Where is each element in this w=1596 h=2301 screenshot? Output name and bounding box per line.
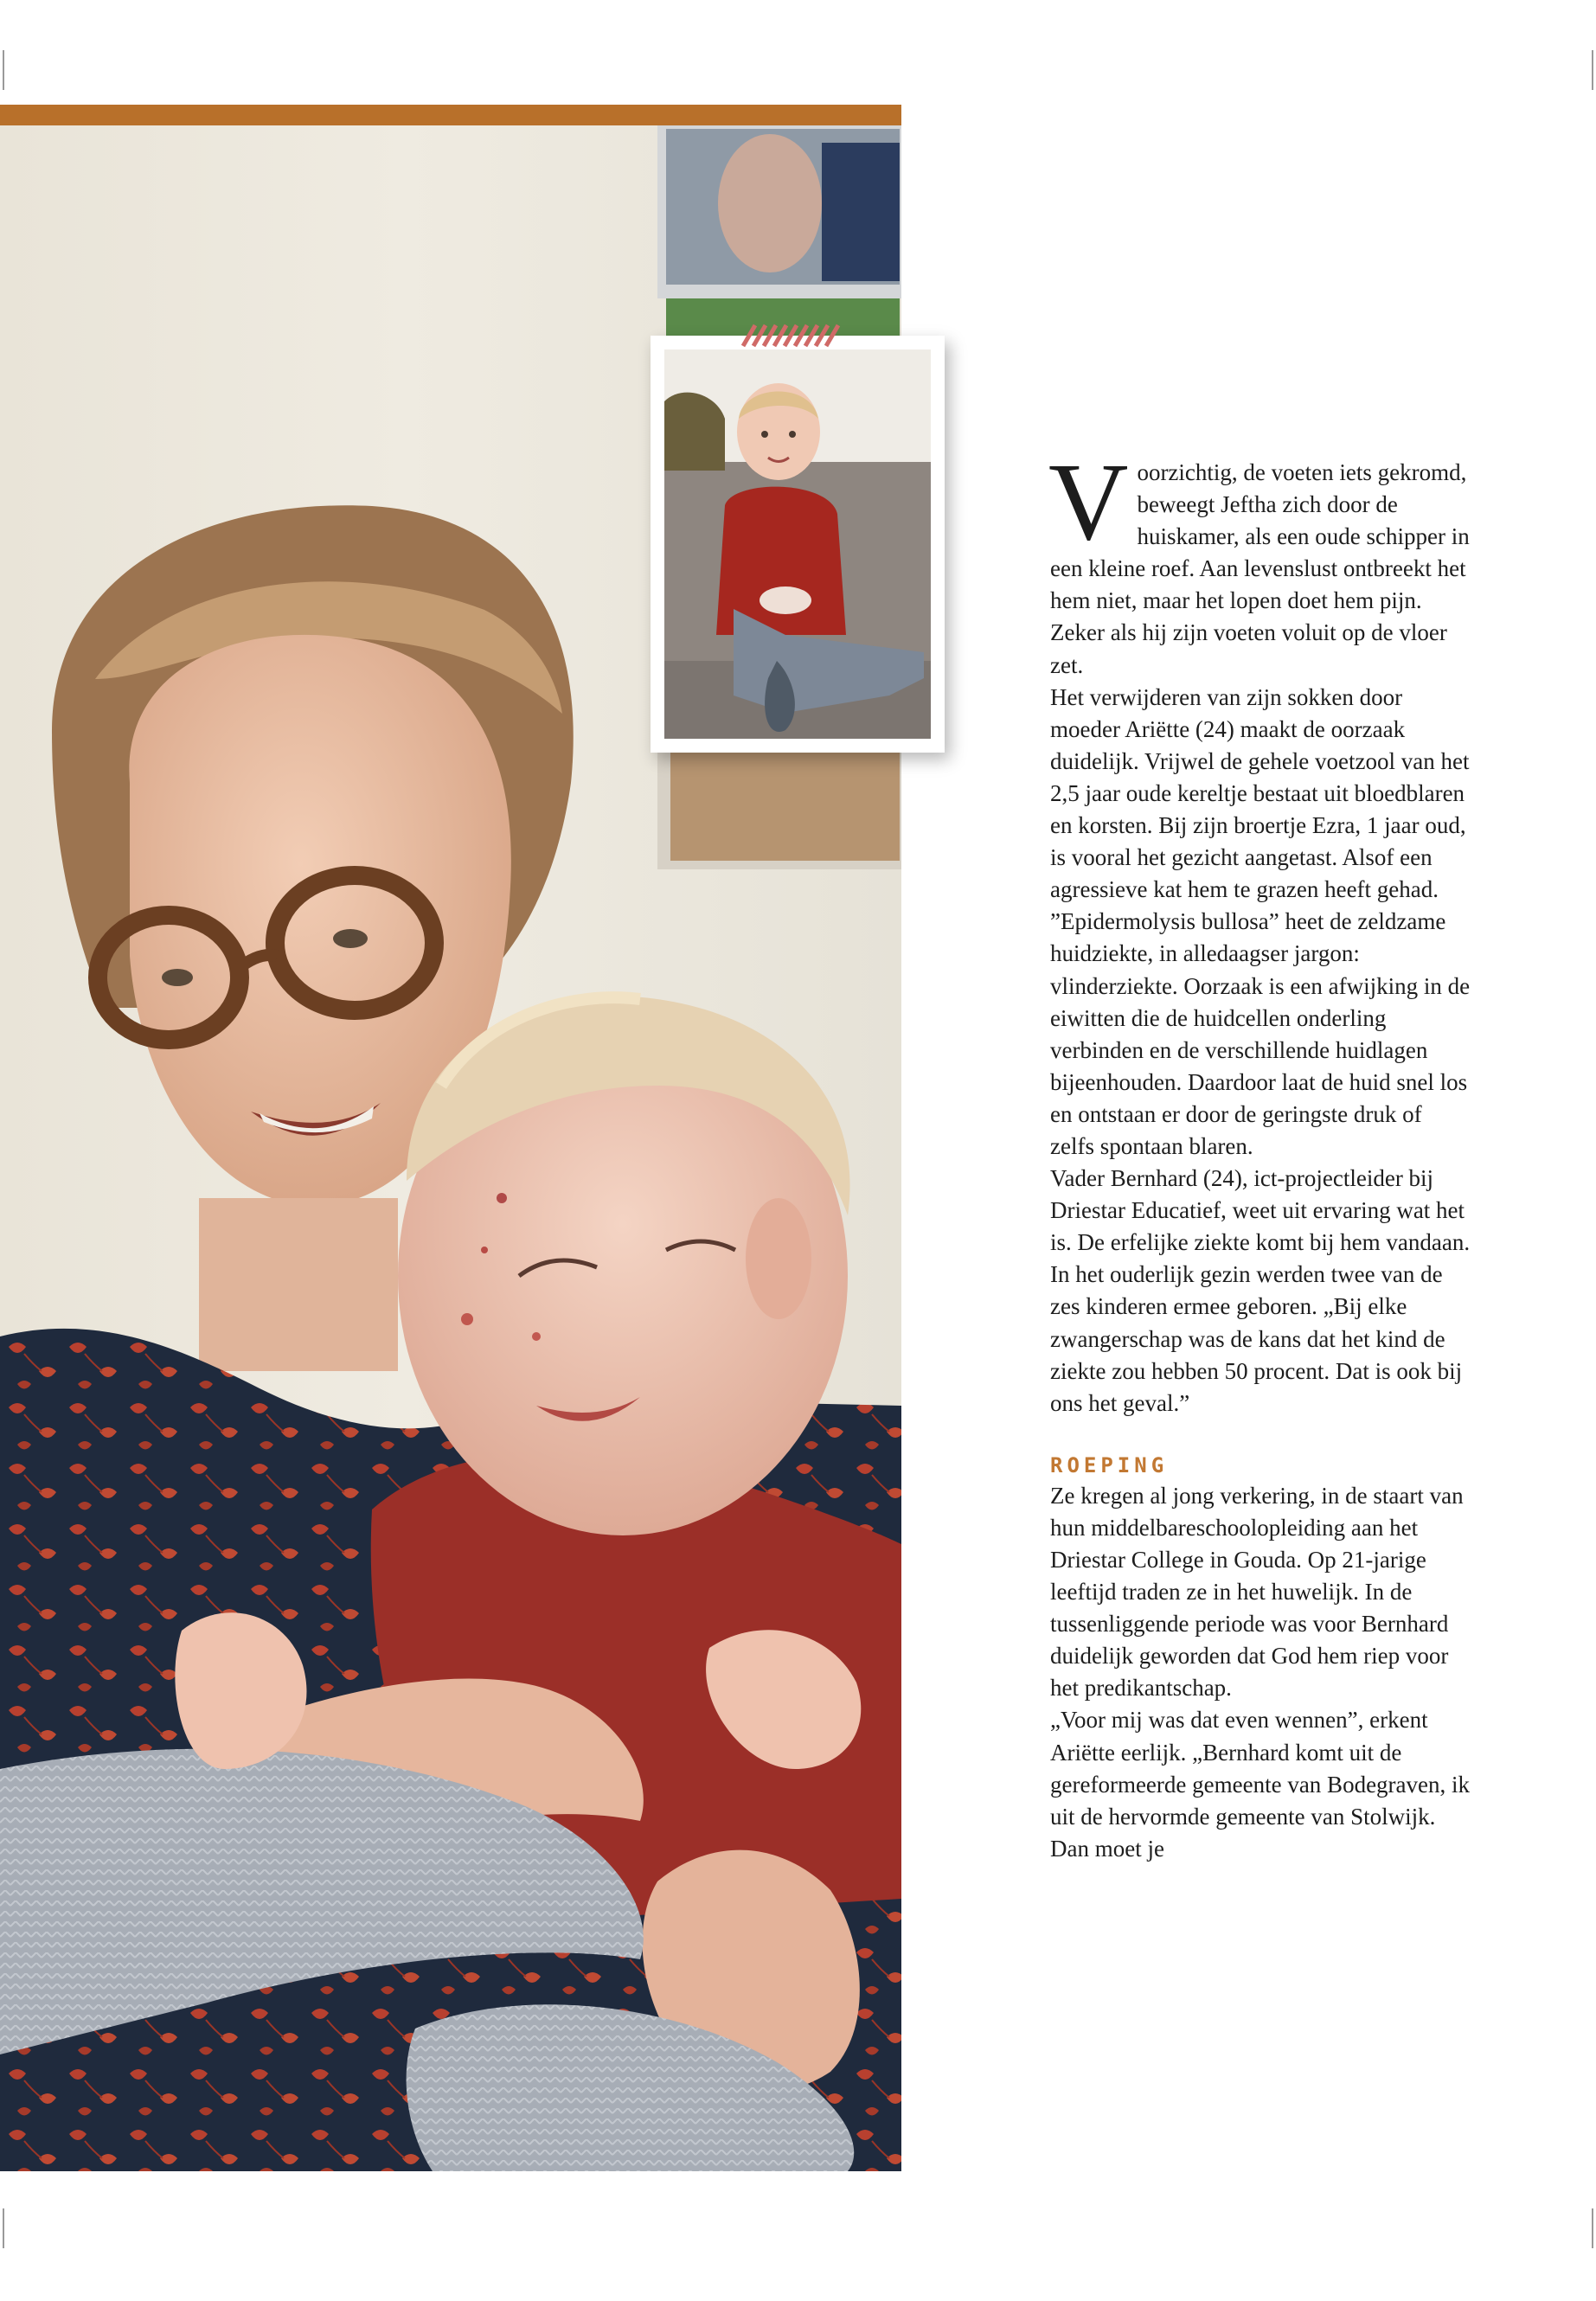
- crop-mark-top-right: [1592, 50, 1593, 90]
- body-paragraph: Het verwijderen van zijn sokken door moeder Ariëtte (24) maakt de oorzaak duidelijk. Vrijwel de gehele voetzool van het 2,5 jaar oude kereltje bestaat uit bloedblaren en korsten. Bij zijn broertje Ezra, 1 jaar oud, is vooral het gezicht aangetast. Alsof een agressieve kat hem te grazen heeft gehad.: [1050, 683, 1470, 903]
- crop-mark-top-left: [3, 50, 4, 90]
- body-paragraph: ”Epidermolysis bullosa” heet de zeldzame huidziekte, in alledaagser jargon: vlinderziekte. Oorzaak is een afwijking in de eiwitten die de huidcellen onderling verbinden en de verschillende huidlagen bijeenhouden. Daardoor laat de huid snel los en ontstaan er door de geringste druk of zelfs spontaan blaren.: [1050, 908, 1471, 1159]
- body-paragraph: „Voor mij was dat even wennen”, erkent Ariëtte eerlijk. „Bernhard komt uit de gereformeerde gemeente van Bodegraven, ik uit de hervormde gemeente van Stolwijk. Dan moet je: [1050, 1707, 1471, 1862]
- drop-cap: V: [1048, 440, 1129, 563]
- crop-mark-bottom-left: [3, 2208, 4, 2248]
- intro-text: oorzichtig, de voeten iets gekromd, beweegt Jeftha zich door de huiskamer, als een oude schipper in een kleine roef. Aan levenslust ontbreekt het hem niet, maar het lopen doet hem pijn. Zeker als hij zijn voeten voluit op de vloer zet.: [1050, 459, 1470, 678]
- section-heading: ROEPING: [1050, 1452, 1169, 1477]
- body-paragraph: Ze kregen al jong verkering, in de staart van hun middelbareschoolopleiding aan het Driestar College in Gouda. Op 21-jarige leeftijd traden ze in het huwelijk. In de tussenliggende periode was voor Bernhard duidelijk geworden dat God hem riep voor het predikantschap.: [1050, 1482, 1464, 1702]
- accent-bar: [0, 105, 901, 125]
- article-column: [1048, 440, 1471, 1865]
- inset-photo-toddler-on-sofa: [651, 336, 945, 753]
- crop-mark-bottom-right: [1592, 2208, 1593, 2248]
- body-paragraph: Vader Bernhard (24), ict-projectleider bij Driestar Educatief, weet uit ervaring wat het is. De erfelijke ziekte komt bij hem vandaan. In het ouderlijk gezin werden twee van de zes kinderen ermee geboren. „Bij elke zwangerschap was de kans dat het kind de ziekte zou hebben 50 procent. Dat is ook bij ons het geval.”: [1050, 1165, 1471, 1416]
- intro-paragraph: [1048, 440, 1471, 682]
- decorative-tape: [740, 322, 843, 348]
